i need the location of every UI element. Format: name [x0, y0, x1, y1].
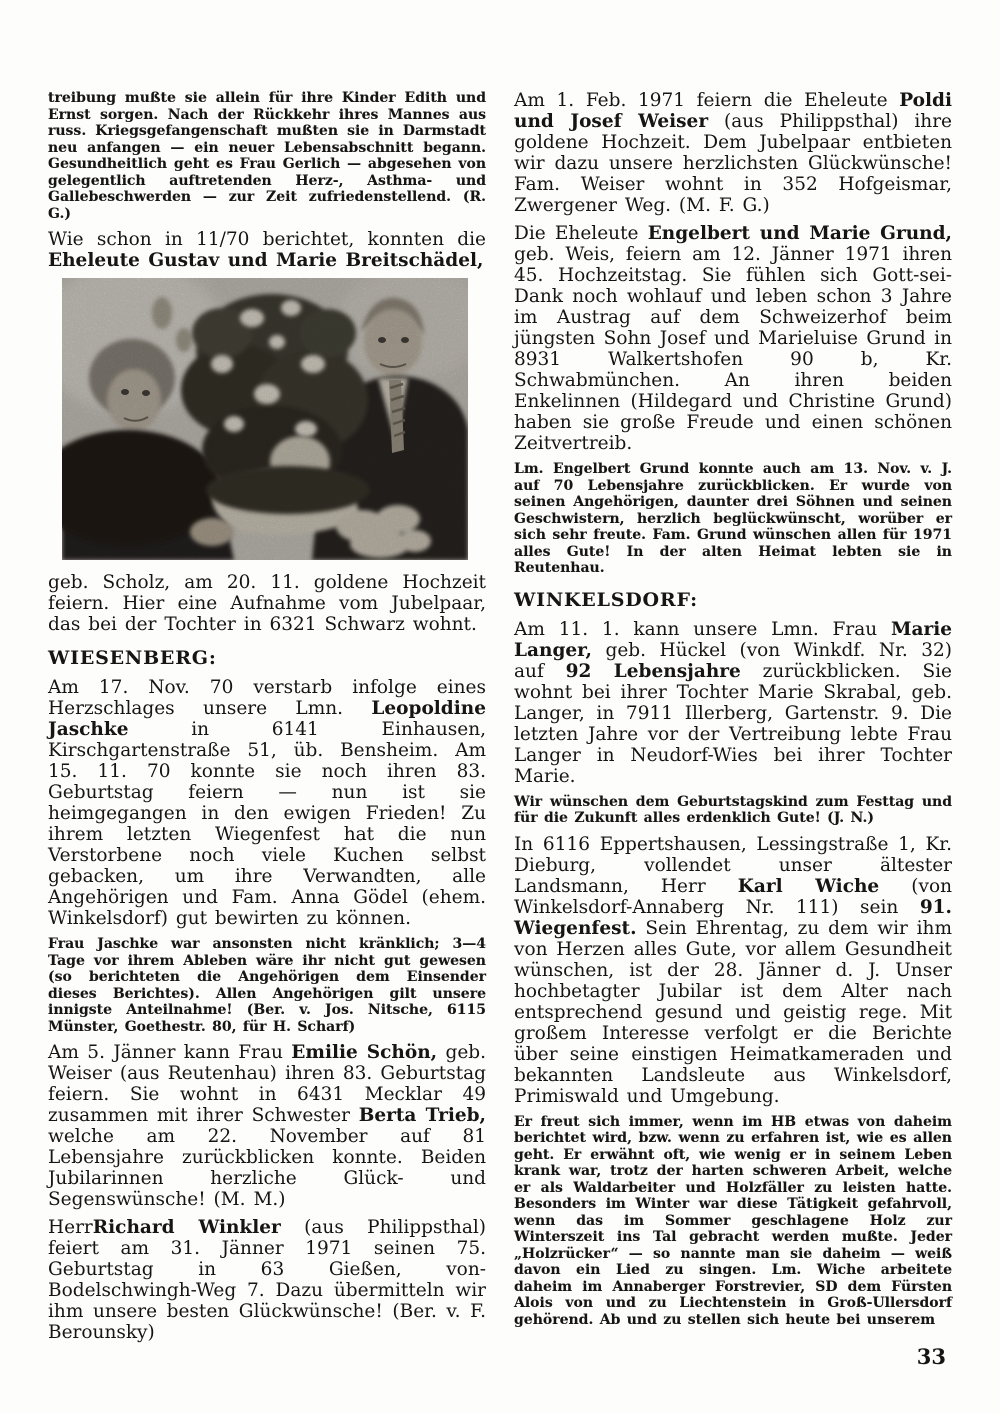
left-column [48, 90, 486, 1369]
page-number: 33 [916, 1344, 946, 1369]
right-column [514, 90, 952, 1369]
paragraph-grund: Die Eheleute Engelbert und Marie Grund, geb. Weis, feiern am 12. Jänner 1971 ihren 45. Hochzeitstag. Sie fühlen sich Gott-sei-Dank noch wohlauf und leben schon 3 Jahre im Austrag auf dem Schweizerhof beim jüngsten Sohn Josef und Marieluise Grund in 8931 Walkertshofen 90 b, Kr. Schwabmünchen. An ihren beiden Enkelinnen (Hildegard und Christine Grund) haben sie große Freude und einen schönen Zeitvertreib. [514, 223, 952, 454]
paragraph-winkler: HerrRichard Winkler (aus Philippsthal) feiert am 31. Jänner 1971 seinen 75. Geburtstag in 63 Gießen, von-Bodelschwingh-Weg 7. Dazu übermitteln wir ihm unsere besten Glückwünsche! (Ber. v. F. Berounsky) [48, 1217, 486, 1343]
paragraph-wiche: In 6116 Eppertshausen, Lessingstraße 1, Kr. Dieburg, vollendet unser ältester Landsmann, Herr Karl Wiche (von Winkelsdorf-Annaberg Nr. 111) sein 91. Wiegenfest. Sein Ehrentag, zu dem wir ihm von Herzen alles Gute, vor allem Gesundheit wünschen, ist der 28. Jänner d. J. Unser hochbetagter Jubilar ist dem Alter nach entsprechend gesund und geistig rege. Mit großem Interesse verfolgt er die Berichte über seine einstigen Heimatkameraden und bekannten Landsleute aus Winkelsdorf, Primiswald und Umgebung. [514, 833, 952, 1107]
section-heading-wiesenberg: WIESENBERG: [48, 647, 217, 669]
paragraph-jaschke: Am 17. Nov. 70 verstarb infolge eines Herzschlages unsere Lmn. Leopoldine Jaschke in 6141 Einhausen, Kirschgartenstraße 51, üb. Bensheim. Am 15. 11. 70 konnte sie noch ihren 83. Geburtstag feiern — nun ist sie heimgegangen in den ewigen Frieden! Zu ihrem letzten Wiegenfest hat die nun Verstorbene noch viele Kuchen selbst gebacken, um ihre Verwandten, alle Angehörigen und Fam. Anna Gödel (ehem. Winkelsdorf) gut bewirten zu können. [48, 677, 486, 929]
paragraph-grund-note: Lm. Engelbert Grund konnte auch am 13. Nov. v. J. auf 70 Lebensjahre zurückblicken. Er wurde von seinen Angehörigen, daunter drei Söhnen und seinen Geschwistern, herzlich beglückwünscht, worüber er sich sehr freute. Fam. Grund wünschen allen für 1971 alles Gute! In der alten Heimat lebten sie in Reutenhau. [514, 461, 952, 576]
paragraph-weiser: Am 1. Feb. 1971 feiern die Eheleute Poldi und Josef Weiser (aus Philippsthal) ihre goldene Hochzeit. Dem Jubelpaar entbieten wir dazu unsere herzlichsten Glückwünsche! Fam. Weiser wohnt in 352 Hofgeismar, Zwergener Weg. (M. F. G.) [514, 90, 952, 216]
section-heading-winkelsdorf: WINKELSDORF: [514, 588, 698, 611]
halftone-photo-graphic [62, 278, 468, 560]
paragraph-wiche-note: Er freut sich immer, wenn im HB etwas von daheim berichtet wird, bzw. wenn zu erfahren ist, wie es allen geht. Er erwähnt oft, wie wenig er in seinem Leben krank war, trotz der harten schweren Arbeit, welche er als Waldarbeiter und Holzfäller zu leisten hatte. Besonders im Winter war diese Tätigkeit gefahrvoll, wenn das im Sommer geschlagene Holz zur Winterszeit ins Tal gebracht werden mußte. Jeder „Holzrücker“ — so nannte man sie daheim — weiß davon ein Lied zu singen. Lm. Wiche arbeitete daheim im Annaberger Forstrevier, SD dem Fürsten Alois von und zu Liechtenstein in Groß-Ullersdorf gehörend. Ab und zu stellen sich heute bei unserem [514, 1113, 952, 1328]
paragraph-gerlich-continuation: treibung mußte sie allein für ihre Kinder Edith und Ernst sorgen. Nach der Rückkehr ihres Mannes aus russ. Kriegsgefangenschaft mußten sie in Darmstadt neu anfangen — ein neuer Lebensabschnitt begann. Gesundheitlich geht es Frau Gerlich — abgesehen von gelegentlich auftretenden Herz-, Asthma- und Gallebeschwerden — zur Zeit zufriedenstellend. (R. G.) [48, 90, 486, 222]
paragraph-jaschke-note: Frau Jaschke war ansonsten nicht kränklich; 3—4 Tage vor ihrem Ableben wäre ihr nicht gut gewesen (so berichteten die Angehörigen dem Einsender dieses Berichtes). Allen Angehörigen gilt unsere innigste Anteilnahme! (Ber. v. Jos. Nitsche, 6115 Münster, Goethestr. 80, für H. Scharf) [48, 936, 486, 1035]
paragraph-langer-note: Wir wünschen dem Geburtstagskind zum Festtag und für die Zukunft alles erdenklich Gute! (J. N.) [514, 793, 952, 826]
paragraph-langer: Am 11. 1. kann unsere Lmn. Frau Marie Langer, geb. Hückel (von Winkdf. Nr. 32) auf 92 Lebensjahre zurückblicken. Sie wohnt bei ihrer Tochter Marie Skrabal, geb. Langer, in 7911 Illerberg, Gartenstr. 9. Die letzten Jahre vor der Vertreibung lebte Frau Langer in Neudorf-Wies bei ihrer Tochter Marie. [514, 618, 952, 787]
paragraph-breitschaedel-lead: Wie schon in 11/70 berichtet, konnten die Eheleute Gustav und Marie Breitschädel, [48, 229, 486, 271]
paragraph-breitschaedel-caption: geb. Scholz, am 20. 11. goldene Hochzeit feiern. Hier eine Aufnahme vom Jubelpaar, das bei der Tochter in 6321 Schwarz wohnt. [48, 572, 486, 635]
jubilee-couple-photo [62, 278, 468, 560]
paragraph-schoen-trieb: Am 5. Jänner kann Frau Emilie Schön, geb. Weiser (aus Reutenhau) ihren 83. Geburtstag feiern. Sie wohnt in 6431 Mecklar 49 zusammen mit ihrer Schwester Berta Trieb, welche am 22. November auf 81 Lebensjahre zurückblicken konnte. Beiden Jubilarinnen herzliche Glück- und Segenswünsche! (M. M.) [48, 1042, 487, 1210]
